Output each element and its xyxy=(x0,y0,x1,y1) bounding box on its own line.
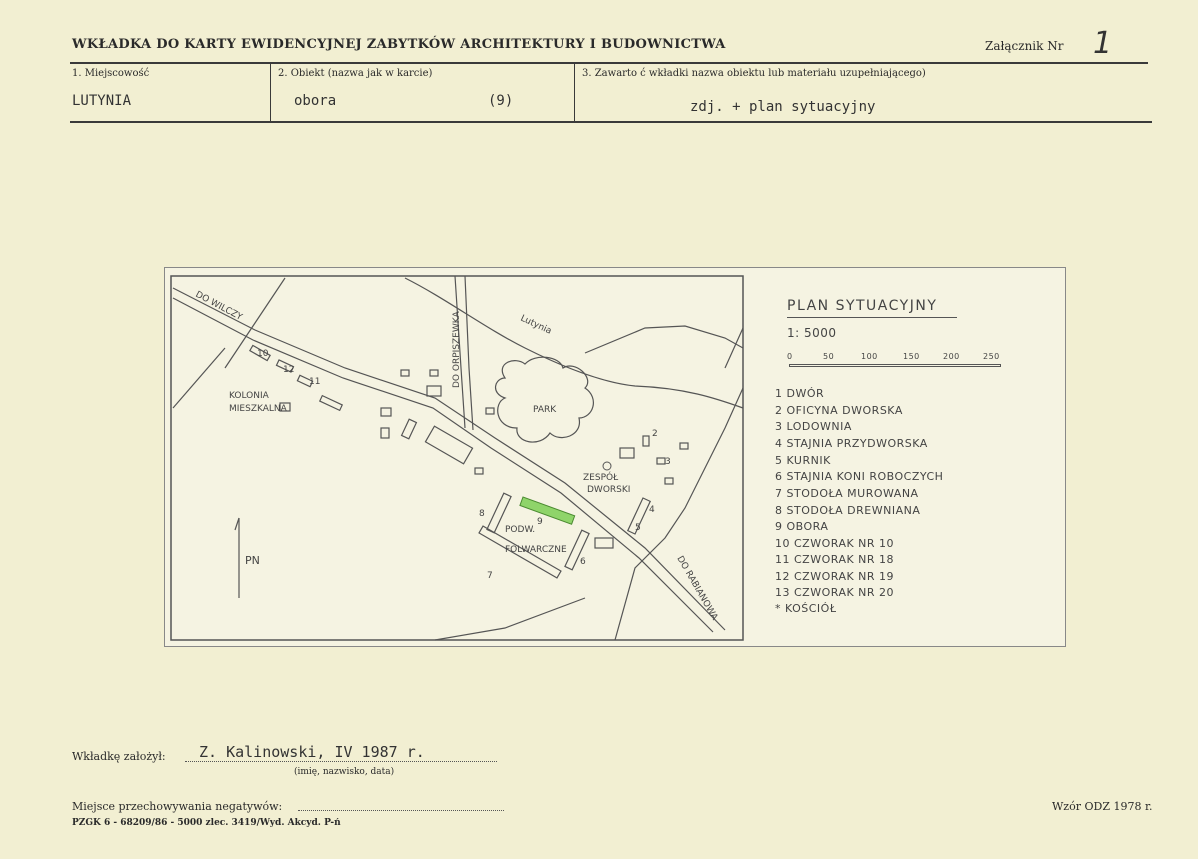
locality-value: LUTYNIA xyxy=(72,93,132,109)
plan-title-underline xyxy=(787,317,957,318)
annex-label: Załącznik Nr xyxy=(985,39,1064,53)
obora-highlight xyxy=(520,497,575,524)
building-number: 12 xyxy=(283,365,295,375)
area-label: KOLONIA xyxy=(229,391,269,401)
road-label: DO WILCZY xyxy=(193,289,244,323)
site-plan-drawing xyxy=(165,268,1067,648)
legend-item: 7 STODOŁA MUROWANA xyxy=(775,487,919,500)
legend-item: 5 KURNIK xyxy=(775,454,831,467)
field-divider xyxy=(574,64,575,121)
building-number: 9 xyxy=(537,517,543,527)
road-label: DO ORPISZEWKA xyxy=(452,311,462,388)
storage-field xyxy=(298,798,504,811)
legend-item: 12 CZWORAK NR 19 xyxy=(775,570,895,583)
legend-item: 4 STAJNIA PRZYDWORSKA xyxy=(775,437,928,450)
plan-scale: 1: 5000 xyxy=(787,326,837,340)
site-plan-map xyxy=(164,267,1066,647)
area-label: PODW. xyxy=(505,525,536,535)
founded-hint: (imię, nazwisko, data) xyxy=(294,767,395,777)
road-label: DO RABIANOWA xyxy=(674,554,720,623)
content-label: 3. Zawarto ć wkładki nazwa obiektu lub materiału uzupełniającego) xyxy=(582,68,926,79)
form-info: Wzór ODZ 1978 r. xyxy=(1052,800,1153,813)
building-number: 10 xyxy=(257,349,269,359)
form-title: WKŁADKA DO KARTY EWIDENCYJNEJ ZABYTKÓW ARCHITEKTURY I BUDOWNICTWA xyxy=(72,37,726,52)
scale-bar xyxy=(787,352,1007,366)
legend-item: 11 CZWORAK NR 18 xyxy=(775,553,895,566)
founded-value: Z. Kalinowski, IV 1987 r. xyxy=(185,743,497,762)
building-number: 5 xyxy=(635,523,641,533)
legend-item: 6 STAJNIA KONI ROBOCZYCH xyxy=(775,470,944,483)
legend-item: 2 OFICYNA DWORSKA xyxy=(775,404,903,417)
plan-title: PLAN SYTUACYJNY xyxy=(787,298,938,314)
content-value: zdj. + plan sytuacyjny xyxy=(690,99,876,115)
building-number: 8 xyxy=(479,509,485,519)
building-number: 11 xyxy=(309,377,321,387)
scale-tick: 150 xyxy=(903,352,920,361)
legend-item: 3 LODOWNIA xyxy=(775,420,852,433)
scale-line xyxy=(789,364,1001,367)
map-labels xyxy=(194,290,720,623)
building-number: 3 xyxy=(665,457,671,467)
area-label: PARK xyxy=(533,405,557,415)
area-label: ZESPÓŁ xyxy=(583,473,619,483)
legend-item: * KOŚCIÓŁ xyxy=(775,602,837,615)
building-number: 6 xyxy=(580,557,586,567)
legend-item: 13 CZWORAK NR 20 xyxy=(775,586,895,599)
header-rule xyxy=(70,62,1148,64)
object-value: obora xyxy=(294,93,337,109)
legend-item: 1 DWÓR xyxy=(775,387,825,400)
scale-tick: 50 xyxy=(823,352,835,361)
area-label: DWORSKI xyxy=(587,485,631,495)
print-info: PZGK 6 - 68209/86 - 5000 zlec. 3419/Wyd. Akcyd. P-ń xyxy=(72,818,341,828)
founded-label: Wkładkę założył: xyxy=(72,750,166,763)
church-marker xyxy=(603,462,611,470)
locality-label: 1. Miejscowość xyxy=(72,68,150,79)
object-number: (9) xyxy=(488,93,514,109)
object-label: 2. Obiekt (nazwa jak w karcie) xyxy=(278,68,433,79)
building-number: 7 xyxy=(487,571,493,581)
scale-tick: 250 xyxy=(983,352,1000,361)
building-number: 4 xyxy=(649,505,655,515)
legend-item: 8 STODOŁA DREWNIANA xyxy=(775,504,921,517)
scale-tick: 200 xyxy=(943,352,960,361)
area-label: FOLWARCZNE xyxy=(505,545,567,555)
river-label: Lutynia xyxy=(518,313,553,337)
legend-item: 10 CZWORAK NR 10 xyxy=(775,537,895,550)
field-divider xyxy=(270,64,271,121)
area-label: MIESZKALNA xyxy=(229,404,287,414)
north-label: PN xyxy=(245,554,260,567)
annex-number: 1 xyxy=(1093,26,1113,61)
fields-rule xyxy=(70,121,1152,123)
storage-label: Miejsce przechowywania negatywów: xyxy=(72,800,283,813)
park-outline xyxy=(496,357,594,442)
scale-tick: 100 xyxy=(861,352,878,361)
scale-tick: 0 xyxy=(787,352,793,361)
legend-item: 9 OBORA xyxy=(775,520,829,533)
building-number: 2 xyxy=(652,429,658,439)
